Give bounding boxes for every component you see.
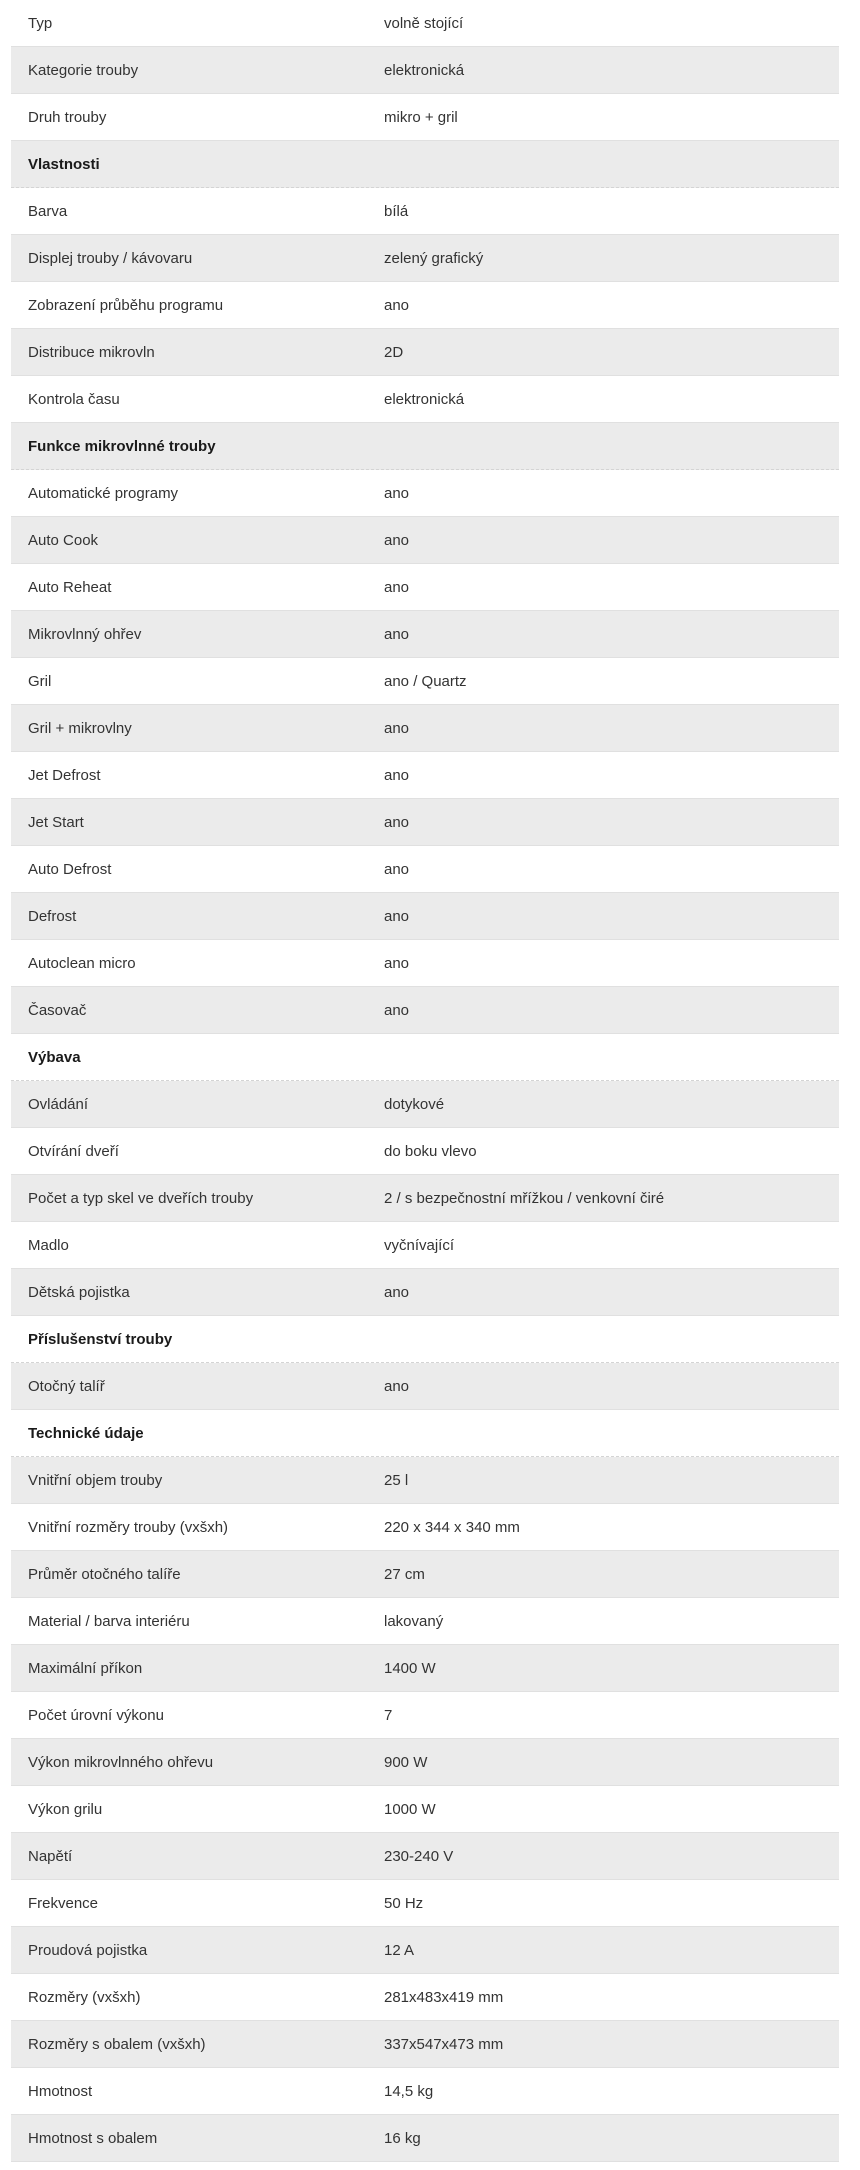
spec-value: 2 / s bezpečnostní mřížkou / venkovní čiré	[384, 1189, 665, 1207]
spec-row	[11, 1175, 839, 1222]
spec-value: ano	[384, 578, 410, 596]
spec-label: Vnitřní rozměry trouby (vxšxh)	[28, 1518, 229, 1536]
spec-label: Defrost	[28, 907, 77, 925]
spec-value: do boku vlevo	[384, 1142, 477, 1160]
spec-value: mikro + gril	[384, 108, 458, 126]
spec-value: 50 Hz	[384, 1894, 424, 1912]
spec-label: Hmotnost	[28, 2082, 93, 2100]
section-title: Vlastnosti	[28, 155, 100, 173]
spec-label: Typ	[28, 14, 53, 32]
spec-label: Jet Defrost	[28, 766, 101, 784]
spec-value: 1000 W	[384, 1800, 436, 1818]
spec-value: 27 cm	[384, 1565, 425, 1583]
spec-value: ano	[384, 813, 410, 831]
spec-label: Počet úrovní výkonu	[28, 1706, 164, 1724]
spec-label: Otvírání dveří	[28, 1142, 119, 1160]
spec-label: Napětí	[28, 1847, 73, 1865]
spec-value: 230-240 V	[384, 1847, 454, 1865]
spec-label: Gril + mikrovlny	[28, 719, 132, 737]
spec-value: ano	[384, 296, 410, 314]
spec-row	[11, 1081, 839, 1128]
spec-value: dotykové	[384, 1095, 445, 1113]
spec-value: bílá	[384, 202, 409, 220]
spec-label: Kategorie trouby	[28, 61, 139, 79]
spec-row	[11, 2115, 839, 2162]
spec-label: Gril	[28, 672, 52, 690]
spec-value: ano	[384, 860, 410, 878]
spec-label: Jet Start	[28, 813, 84, 831]
spec-label: Druh trouby	[28, 108, 107, 126]
spec-value: ano	[384, 766, 410, 784]
spec-value: elektronická	[384, 390, 465, 408]
section-title: Funkce mikrovlnné trouby	[28, 437, 216, 455]
spec-label: Dětská pojistka	[28, 1283, 130, 1301]
spec-label: Rozměry s obalem (vxšxh)	[28, 2035, 206, 2053]
spec-row	[11, 1880, 839, 1927]
spec-row	[11, 1222, 839, 1269]
spec-value: vyčnívající	[384, 1236, 455, 1254]
spec-row	[11, 1551, 839, 1598]
spec-row	[11, 564, 839, 611]
spec-row	[11, 1927, 839, 1974]
spec-row	[11, 517, 839, 564]
spec-value: 14,5 kg	[384, 2082, 434, 2100]
spec-row	[11, 1504, 839, 1551]
spec-row	[11, 1833, 839, 1880]
spec-row	[11, 705, 839, 752]
spec-row	[11, 2068, 839, 2115]
spec-row	[11, 1457, 839, 1504]
spec-value: volně stojící	[384, 14, 464, 32]
section-title: Výbava	[28, 1048, 81, 1066]
spec-row	[11, 940, 839, 987]
spec-row	[11, 611, 839, 658]
spec-value: 900 W	[384, 1753, 428, 1771]
spec-value: ano	[384, 484, 410, 502]
spec-label: Displej trouby / kávovaru	[28, 249, 193, 267]
spec-label: Výkon grilu	[28, 1800, 103, 1818]
spec-row	[11, 47, 839, 94]
spec-row	[11, 1786, 839, 1833]
spec-label: Auto Defrost	[28, 860, 112, 878]
spec-label: Ovládání	[28, 1095, 89, 1113]
spec-row	[11, 376, 839, 423]
spec-row	[11, 893, 839, 940]
spec-label: Rozměry (vxšxh)	[28, 1988, 141, 2006]
spec-value: ano / Quartz	[384, 672, 467, 690]
spec-label: Proudová pojistka	[28, 1941, 148, 1959]
spec-table	[11, 0, 839, 2162]
spec-value: ano	[384, 625, 410, 643]
spec-value: ano	[384, 719, 410, 737]
spec-row	[11, 1645, 839, 1692]
section-header-row	[11, 1410, 839, 1457]
spec-value: 337x547x473 mm	[384, 2035, 504, 2053]
spec-row	[11, 987, 839, 1034]
section-header-row	[11, 1316, 839, 1363]
spec-row	[11, 1692, 839, 1739]
spec-label: Počet a typ skel ve dveřích trouby	[28, 1189, 254, 1207]
spec-row	[11, 1739, 839, 1786]
spec-row	[11, 752, 839, 799]
spec-value: lakovaný	[384, 1612, 444, 1630]
spec-label: Vnitřní objem trouby	[28, 1471, 163, 1489]
spec-label: Kontrola času	[28, 390, 120, 408]
spec-value: ano	[384, 907, 410, 925]
spec-value: ano	[384, 954, 410, 972]
spec-value: ano	[384, 1001, 410, 1019]
spec-row	[11, 235, 839, 282]
spec-label: Auto Cook	[28, 531, 99, 549]
spec-row	[11, 799, 839, 846]
section-title: Technické údaje	[28, 1424, 144, 1442]
spec-row	[11, 1974, 839, 2021]
spec-label: Material / barva interiéru	[28, 1612, 190, 1630]
spec-label: Hmotnost s obalem	[28, 2129, 158, 2147]
spec-label: Časovač	[28, 1001, 87, 1019]
spec-row	[11, 1598, 839, 1645]
spec-label: Otočný talíř	[28, 1377, 105, 1395]
spec-value: 25 l	[384, 1471, 409, 1489]
spec-value: ano	[384, 531, 410, 549]
spec-value: elektronická	[384, 61, 465, 79]
spec-row	[11, 1128, 839, 1175]
spec-row	[11, 846, 839, 893]
section-title: Příslušenství trouby	[28, 1330, 173, 1348]
spec-value: 7	[384, 1706, 393, 1724]
spec-value: ano	[384, 1283, 410, 1301]
spec-value: 1400 W	[384, 1659, 436, 1677]
spec-row	[11, 2021, 839, 2068]
spec-label: Mikrovlnný ohřev	[28, 625, 142, 643]
spec-row	[11, 658, 839, 705]
spec-value: 12 A	[384, 1941, 415, 1959]
section-header-row	[11, 1034, 839, 1081]
spec-value: 220 x 344 x 340 mm	[384, 1518, 520, 1536]
spec-label: Autoclean micro	[28, 954, 136, 972]
spec-row	[11, 188, 839, 235]
spec-label: Maximální příkon	[28, 1659, 143, 1677]
spec-row	[11, 1363, 839, 1410]
spec-label: Průměr otočného talíře	[28, 1565, 181, 1583]
spec-row	[11, 282, 839, 329]
section-header-row	[11, 423, 839, 470]
spec-label: Frekvence	[28, 1894, 99, 1912]
spec-row	[11, 329, 839, 376]
spec-row	[11, 0, 839, 47]
spec-row	[11, 470, 839, 517]
spec-value: 2D	[384, 343, 404, 361]
spec-label: Barva	[28, 202, 68, 220]
spec-row	[11, 94, 839, 141]
spec-label: Výkon mikrovlnného ohřevu	[28, 1753, 214, 1771]
spec-row	[11, 1269, 839, 1316]
spec-value: 16 kg	[384, 2129, 421, 2147]
section-header-row	[11, 141, 839, 188]
spec-label: Madlo	[28, 1236, 69, 1254]
spec-label: Zobrazení průběhu programu	[28, 296, 224, 314]
spec-label: Automatické programy	[28, 484, 179, 502]
spec-value: 281x483x419 mm	[384, 1988, 504, 2006]
spec-value: zelený grafický	[384, 249, 484, 267]
spec-value: ano	[384, 1377, 410, 1395]
spec-label: Distribuce mikrovln	[28, 343, 155, 361]
spec-label: Auto Reheat	[28, 578, 112, 596]
